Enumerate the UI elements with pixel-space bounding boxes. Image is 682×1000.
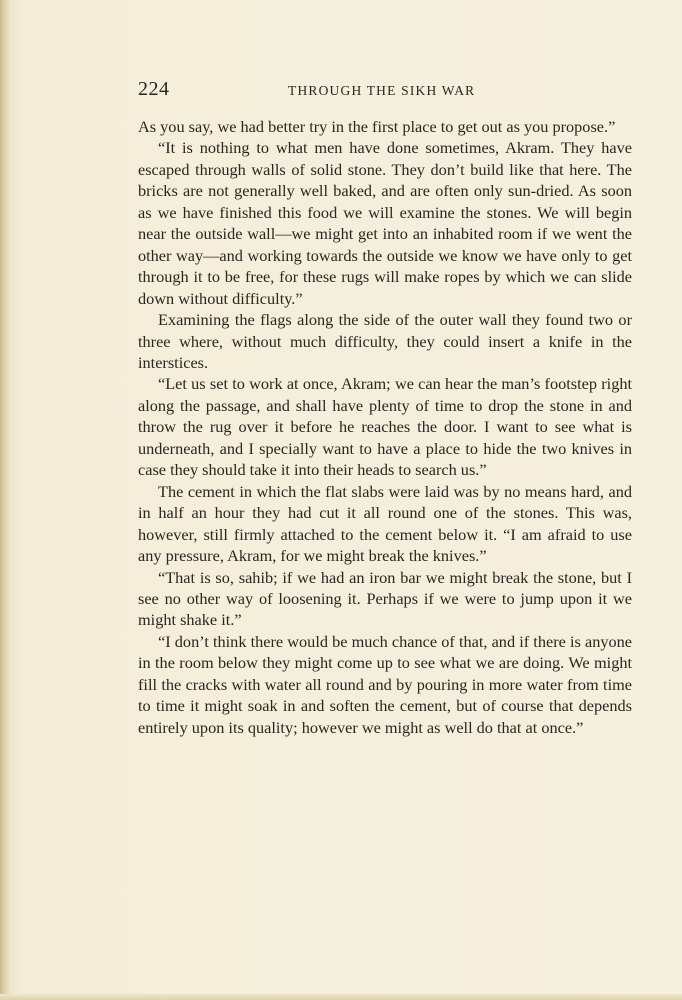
paragraph-5: The cement in which the flat slabs were laid was by no means hard, and in half an hour they had cut it all round one of the stones. This was, however, still firmly attached to the cement below it. “I am afraid to use any pressure, Akram, for we might break the knives.” xyxy=(138,481,632,566)
paragraph-1: As you say, we had better try in the first place to get out as you propose.” xyxy=(138,117,616,136)
paragraph-7: “I don’t think there would be much chance of that, and if there is anyone in the room below they might come up to see what we are doing. We might fill the cracks with water all round and by pouring in more water from time to time it might soak in and soften the cement, but of course that depends entirely upon its quality; however we might as well do that at once.” xyxy=(138,631,632,737)
page-gutter xyxy=(0,0,9,1000)
body-text xyxy=(138,116,632,738)
page-number: 224 xyxy=(138,78,170,100)
paragraph-6: “That is so, sahib; if we had an iron bar we might break the stone, but I see no other way of loosening it. Perhaps if we were to jump upon it we might shake it.” xyxy=(138,567,632,630)
running-head: THROUGH THE SIKH WAR xyxy=(288,83,476,98)
page-bottom-edge xyxy=(0,994,682,1000)
paragraph-4: “Let us set to work at once, Akram; we can hear the man’s footstep right along the passage, and shall have plenty of time to drop the stone in and throw the rug over it before he reaches the door. I want to see what is underneath, and I specially want to have a place to hide the two knives in case they should take it into their heads to search us.” xyxy=(138,374,632,480)
page-header xyxy=(138,78,632,104)
paragraph-2: “It is nothing to what men have done sometimes, Akram. They have escaped through walls of solid stone. They don’t build like that here. The bricks are not generally well baked, and are often only sun-dried. As soon as we have finished this food we will examine the stones. We will begin near the outside wall—we might get into an inhabited room if we went the other way—and working towards the outside we know we have only to get through it to be free, for these rugs will make ropes by which we can slide down without difficulty.” xyxy=(138,138,632,308)
paragraph-3: Examining the flags along the side of the outer wall they found two or three where, without much difficulty, they could insert a knife in the interstices. xyxy=(138,310,632,372)
